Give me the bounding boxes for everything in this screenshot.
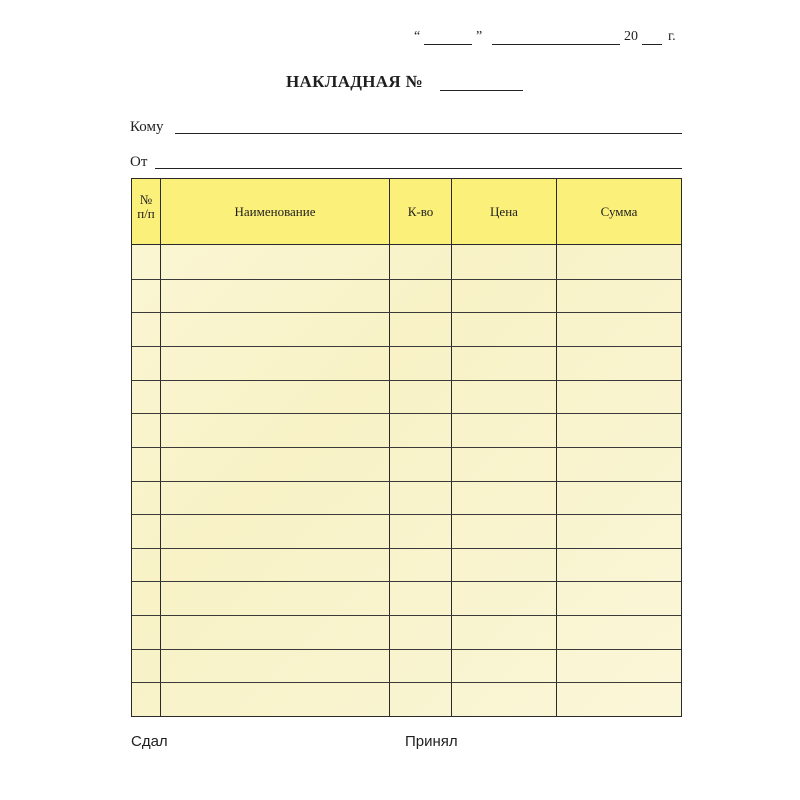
to-field[interactable] [175, 133, 682, 134]
document-title [286, 72, 423, 92]
table-row-divider [132, 346, 681, 347]
year-suffix: г. [668, 29, 676, 44]
table-row-divider [132, 682, 681, 683]
to-label: Кому [130, 119, 164, 135]
table-row-divider [132, 581, 681, 582]
header-price: Цена [490, 204, 518, 219]
month-blank[interactable] [492, 44, 620, 45]
year-prefix: 20 [624, 29, 638, 44]
received-label: Принял [405, 733, 458, 750]
document-title-text: НАКЛАДНАЯ № [286, 72, 423, 91]
items-table [131, 178, 682, 717]
date-close-quote: ” [476, 29, 483, 44]
header-num [132, 179, 160, 245]
table-row-divider [132, 481, 681, 482]
header-num-line1: № [139, 192, 153, 207]
table-row-divider [132, 413, 681, 414]
table-row-divider [132, 312, 681, 313]
header-sum: Сумма [600, 204, 638, 219]
table-row-divider [132, 447, 681, 448]
table-row-divider [132, 548, 681, 549]
invoice-number-blank[interactable] [440, 90, 523, 91]
table-row-divider [132, 279, 681, 280]
table-row-divider [132, 380, 681, 381]
table-header-row [132, 179, 681, 245]
from-label: От [130, 154, 148, 170]
header-qty: К-во [407, 204, 434, 219]
handed-over-label: Сдал [131, 733, 168, 750]
table-row-divider [132, 514, 681, 515]
day-blank[interactable] [424, 44, 472, 45]
from-field[interactable] [155, 168, 682, 169]
year-blank[interactable] [642, 44, 662, 45]
header-name: Наименование [234, 204, 316, 219]
header-num-line2: п/п [137, 206, 155, 221]
date-open-quote: “ [414, 29, 421, 44]
table-row-divider [132, 615, 681, 616]
table-row-divider [132, 649, 681, 650]
